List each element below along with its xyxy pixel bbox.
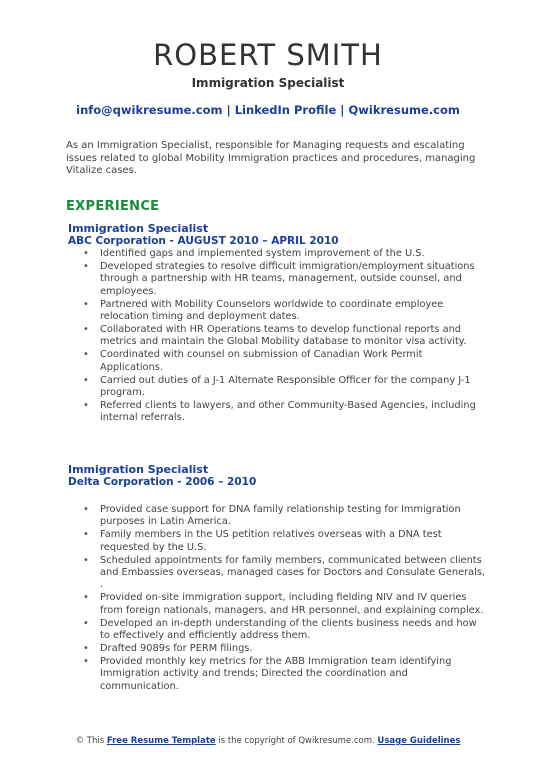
footer-prefix: © This bbox=[75, 736, 105, 746]
job-bullets bbox=[68, 504, 488, 693]
footer-copyright: is the copyright of Qwikresume.com. bbox=[218, 736, 375, 746]
usage-guidelines-link[interactable]: Usage Guidelines bbox=[377, 736, 461, 746]
list-item: • Partnered with Mobility Counselors worldwide to coordinate employee relocation timing and deployment dates. bbox=[68, 299, 488, 324]
contact-separator: | bbox=[226, 103, 231, 117]
email-link[interactable]: info@qwikresume.com bbox=[76, 103, 223, 117]
list-item: • Provided case support for DNA family relationship testing for Immigration purposes in Latin America. bbox=[68, 504, 488, 529]
footer bbox=[0, 736, 536, 747]
list-item: • Identified gaps and implemented system improvement of the U.S. bbox=[68, 248, 488, 260]
job-company-dates: Delta Corporation - 2006 – 2010 bbox=[68, 476, 257, 488]
list-item: • Collaborated with HR Operations teams to develop functional reports and metrics and maintain the Global Mobility database to monitor visa activity. bbox=[68, 324, 488, 349]
summary-text: As an Immigration Specialist, responsible for Managing requests and escalating issues related to global Mobility Immigration practices and procedures, managing Vitalize cases. bbox=[66, 140, 476, 176]
list-item: • Developed strategies to resolve difficult immigration/employment situations through a partnership with HR teams, management, outside counsel, and employees. bbox=[68, 261, 488, 298]
contact-line bbox=[0, 103, 536, 118]
linkedin-link[interactable]: LinkedIn Profile bbox=[234, 103, 337, 117]
job-title: Immigration Specialist bbox=[68, 463, 209, 476]
list-item: • Family members in the US petition relatives overseas with a DNA test requested by the U.S. bbox=[68, 529, 488, 554]
list-item: • Referred clients to lawyers, and other Community-Based Agencies, including internal referrals. bbox=[68, 400, 488, 425]
list-item: • Carried out duties of a J-1 Alternate Responsible Officer for the company J-1 program. bbox=[68, 375, 488, 400]
job-title: Immigration Specialist bbox=[68, 222, 209, 235]
website-link[interactable]: Qwikresume.com bbox=[348, 103, 460, 117]
contact-separator: | bbox=[340, 103, 345, 117]
list-item: • Provided monthly key metrics for the ABB Immigration team identifying Immigration activity and trends; Directed the coordination and communication. bbox=[68, 656, 488, 693]
free-resume-template-link[interactable]: Free Resume Template bbox=[106, 736, 216, 746]
list-item: • Coordinated with counsel on submission of Canadian Work Permit Applications. bbox=[68, 349, 488, 374]
candidate-title: Immigration Specialist bbox=[191, 76, 345, 90]
experience-heading: EXPERIENCE bbox=[66, 199, 160, 214]
list-item: • Developed an in-depth understanding of the clients business needs and how to effectively and efficiently address them. bbox=[68, 618, 488, 643]
list-item: • Scheduled appointments for family members, communicated between clients and Embassies overseas, managed cases for Doctors and Consulate Generals, . bbox=[68, 555, 488, 592]
job-company-dates: ABC Corporation - AUGUST 2010 – APRIL 2010 bbox=[68, 235, 339, 247]
job-entry bbox=[68, 222, 488, 425]
job-bullets bbox=[68, 248, 488, 425]
candidate-name: ROBERT SMITH bbox=[153, 38, 383, 72]
list-item: • Drafted 9089s for PERM filings. bbox=[68, 643, 488, 655]
list-item: • Provided on-site immigration support, including fielding NIV and IV queries from foreign nationals, managers, and HR personnel, and explaining complex. bbox=[68, 592, 488, 617]
job-entry bbox=[68, 463, 488, 694]
